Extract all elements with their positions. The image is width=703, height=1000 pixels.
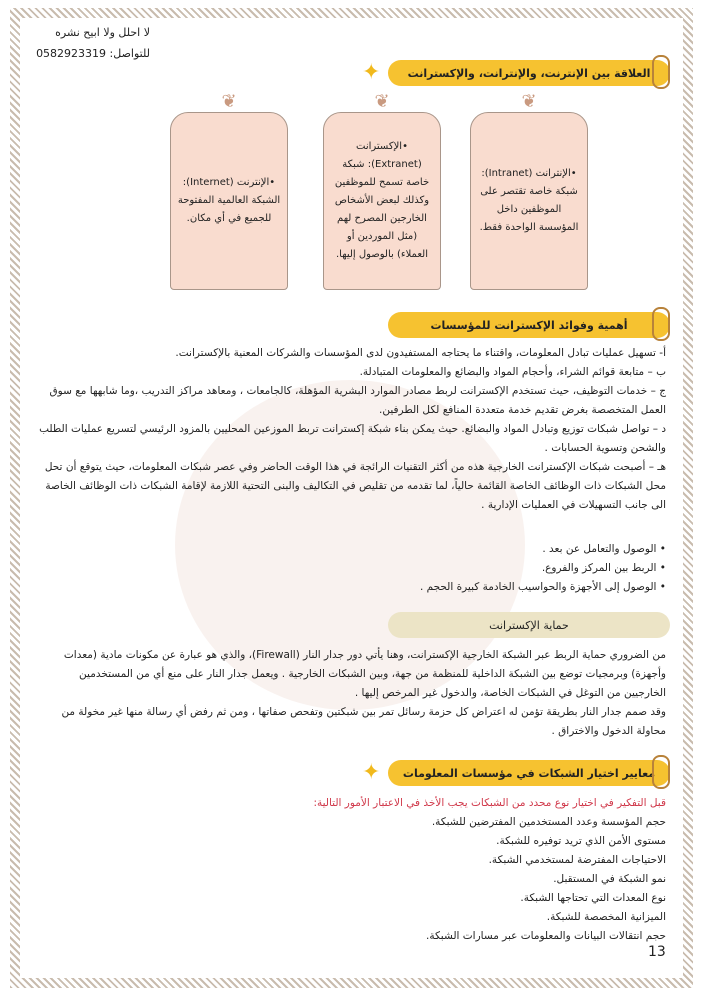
sparkle-icon: ✦ <box>362 760 381 785</box>
bow-icon: ❦ <box>374 91 390 112</box>
card-intranet <box>470 112 588 290</box>
section-heading-relationship <box>388 60 670 86</box>
paperclip-icon <box>652 55 670 89</box>
list-item: الاحتياجات المفترضة لمستخدمي الشبكة. <box>488 854 666 866</box>
section-heading-criteria <box>388 760 670 786</box>
list-item: • الوصول إلى الأجهزة والحواسيب الخادمة كبيرة الحجم . <box>330 578 666 597</box>
benefits-text <box>36 344 666 515</box>
section-title: معايير اختيار الشبكات في مؤسسات المعلومات <box>402 766 656 780</box>
paragraph: د – تواصل شبكات توزيع وتبادل المواد والبضائع. حيث يمكن بناء شبكة إكسترانت تربط الموزعين المحليين بالمزود الرئيسي لتسريع عمليات الطلب والشحن وتسوية الحسابات . <box>39 423 666 454</box>
paragraph: أ- تسهيل عمليات تبادل المعلومات، واقتناء ما يحتاجه المستفيدون لدى المؤسسات والشركات المعنية بالإكسترانت. <box>175 347 666 359</box>
list-item: مستوى الأمن الذي تريد توفيره للشبكة. <box>496 835 666 847</box>
card-text: •الإكسترانت (Extranet): شبكة خاصة تسمح للموظفين وكذلك لبعض الأشخاص الخارجين المصرح لهم (مثل الموردين أو العملاء) بالوصول إليها. <box>334 141 430 260</box>
section-heading-protection <box>388 612 670 638</box>
paragraph: ب – متابعة قوائم الشراء، وأحجام المواد والبضائع والمعلومات المتبادلة. <box>359 366 666 378</box>
paragraph: هـ – أصبحت شبكات الإكسترانت الخارجية هذه من أكثر التقنيات الرائجة في هذا الوقت الحاضر وفي عصر شبكات المعلومات، حيث يتوقع أن تحل محل الشبكات ذات الوظائف الخاصة القائمة حالياً، لما تقدمه من تقليص في التكاليف والبنى التحتية اللازمة لإقامة الشبكات ذات الوظائف الخاصة الى جانب التسهيلات في العمليات الإدارية . <box>44 461 666 511</box>
list-item: الميزانية المخصصة للشبكة. <box>546 911 666 923</box>
card-text: •الإنترانت (Intranet): شبكة خاصة تقتصر على الموظفين داخل المؤسسة الواحدة فقط. <box>479 168 579 233</box>
contact-phone: للتواصل: 0582923319 <box>36 47 150 60</box>
criteria-intro: قبل التفكير في اختيار نوع محدد من الشبكات يجب الأخذ في الاعتبار الأمور التالية: <box>313 797 666 809</box>
list-item: نوع المعدات التي تحتاجها الشبكة. <box>520 892 666 904</box>
paragraph: ج – خدمات التوظيف، حيث تستخدم الإكسترانت لربط مصادر الموارد البشرية المؤهلة، كالجامعات ، ومعاهد مراكز التدريب ،وما شابهها مع سوق العمل المتخصصة بغرض تقديم خدمة متعددة المنافع لكل الطرفين. <box>49 385 666 416</box>
page-number: 13 <box>648 944 666 960</box>
card-internet <box>170 112 288 290</box>
paragraph: من الضروري حماية الربط عبر الشبكة الخارجية الإكسترانت، وهنا يأتي دور جدار النار (Firewall)، والذي هو عبارة عن مكونات مادية (معدات وأجهزة) وبرمجيات توضع بين الشبكة الداخلية للمنظمة من جهة، وبين الشبكات الخارجية . ويعمل جدار النار على منع أي من المستخدمين الخارجيين من التوغل في الشبكات الخاصة، والدخول غير المرخص إليها . <box>63 649 666 699</box>
list-item: • الوصول والتعامل عن بعد . <box>330 540 666 559</box>
paperclip-icon <box>652 307 670 341</box>
sparkle-icon: ✦ <box>362 60 381 85</box>
section-title: حماية الإكسترانت <box>489 618 569 632</box>
bow-icon: ❦ <box>521 91 537 112</box>
benefits-bullets <box>330 540 666 597</box>
section-title: أهمية وفوائد الإكسترانت للمؤسسات <box>430 318 628 332</box>
list-item: نمو الشبكة في المستقبل. <box>553 873 666 885</box>
section-heading-benefits <box>388 312 670 338</box>
card-text: •الإنترنت (Internet): الشبكة العالمية المفتوحة للجميع في أي مكان. <box>177 177 281 224</box>
copyright-note: لا احلل ولا ابيح نشره <box>55 26 150 39</box>
list-item: حجم المؤسسة وعدد المستخدمين المفترضين للشبكة. <box>431 816 666 828</box>
section-title: العلاقة بين الإنترنت، والإنترانت، والإكسترانت <box>407 66 651 80</box>
list-item: • الربط بين المركز والفروع. <box>330 559 666 578</box>
bow-icon: ❦ <box>221 91 237 112</box>
list-item: حجم انتقالات البيانات والمعلومات عبر مسارات الشبكة. <box>426 930 666 942</box>
contact-note <box>30 22 150 64</box>
protection-text <box>36 646 666 741</box>
criteria-text <box>36 794 666 946</box>
card-extranet <box>323 112 441 290</box>
paragraph: وقد صمم جدار النار بطريقة تؤمن له اعتراض كل حزمة رسائل تمر بين شبكتين وتفحص صفاتها ، ومن ثم رفض أي رسالة منها غير مخولة من محاولة الدخول والاختراق . <box>61 706 666 737</box>
paperclip-icon <box>652 755 670 789</box>
